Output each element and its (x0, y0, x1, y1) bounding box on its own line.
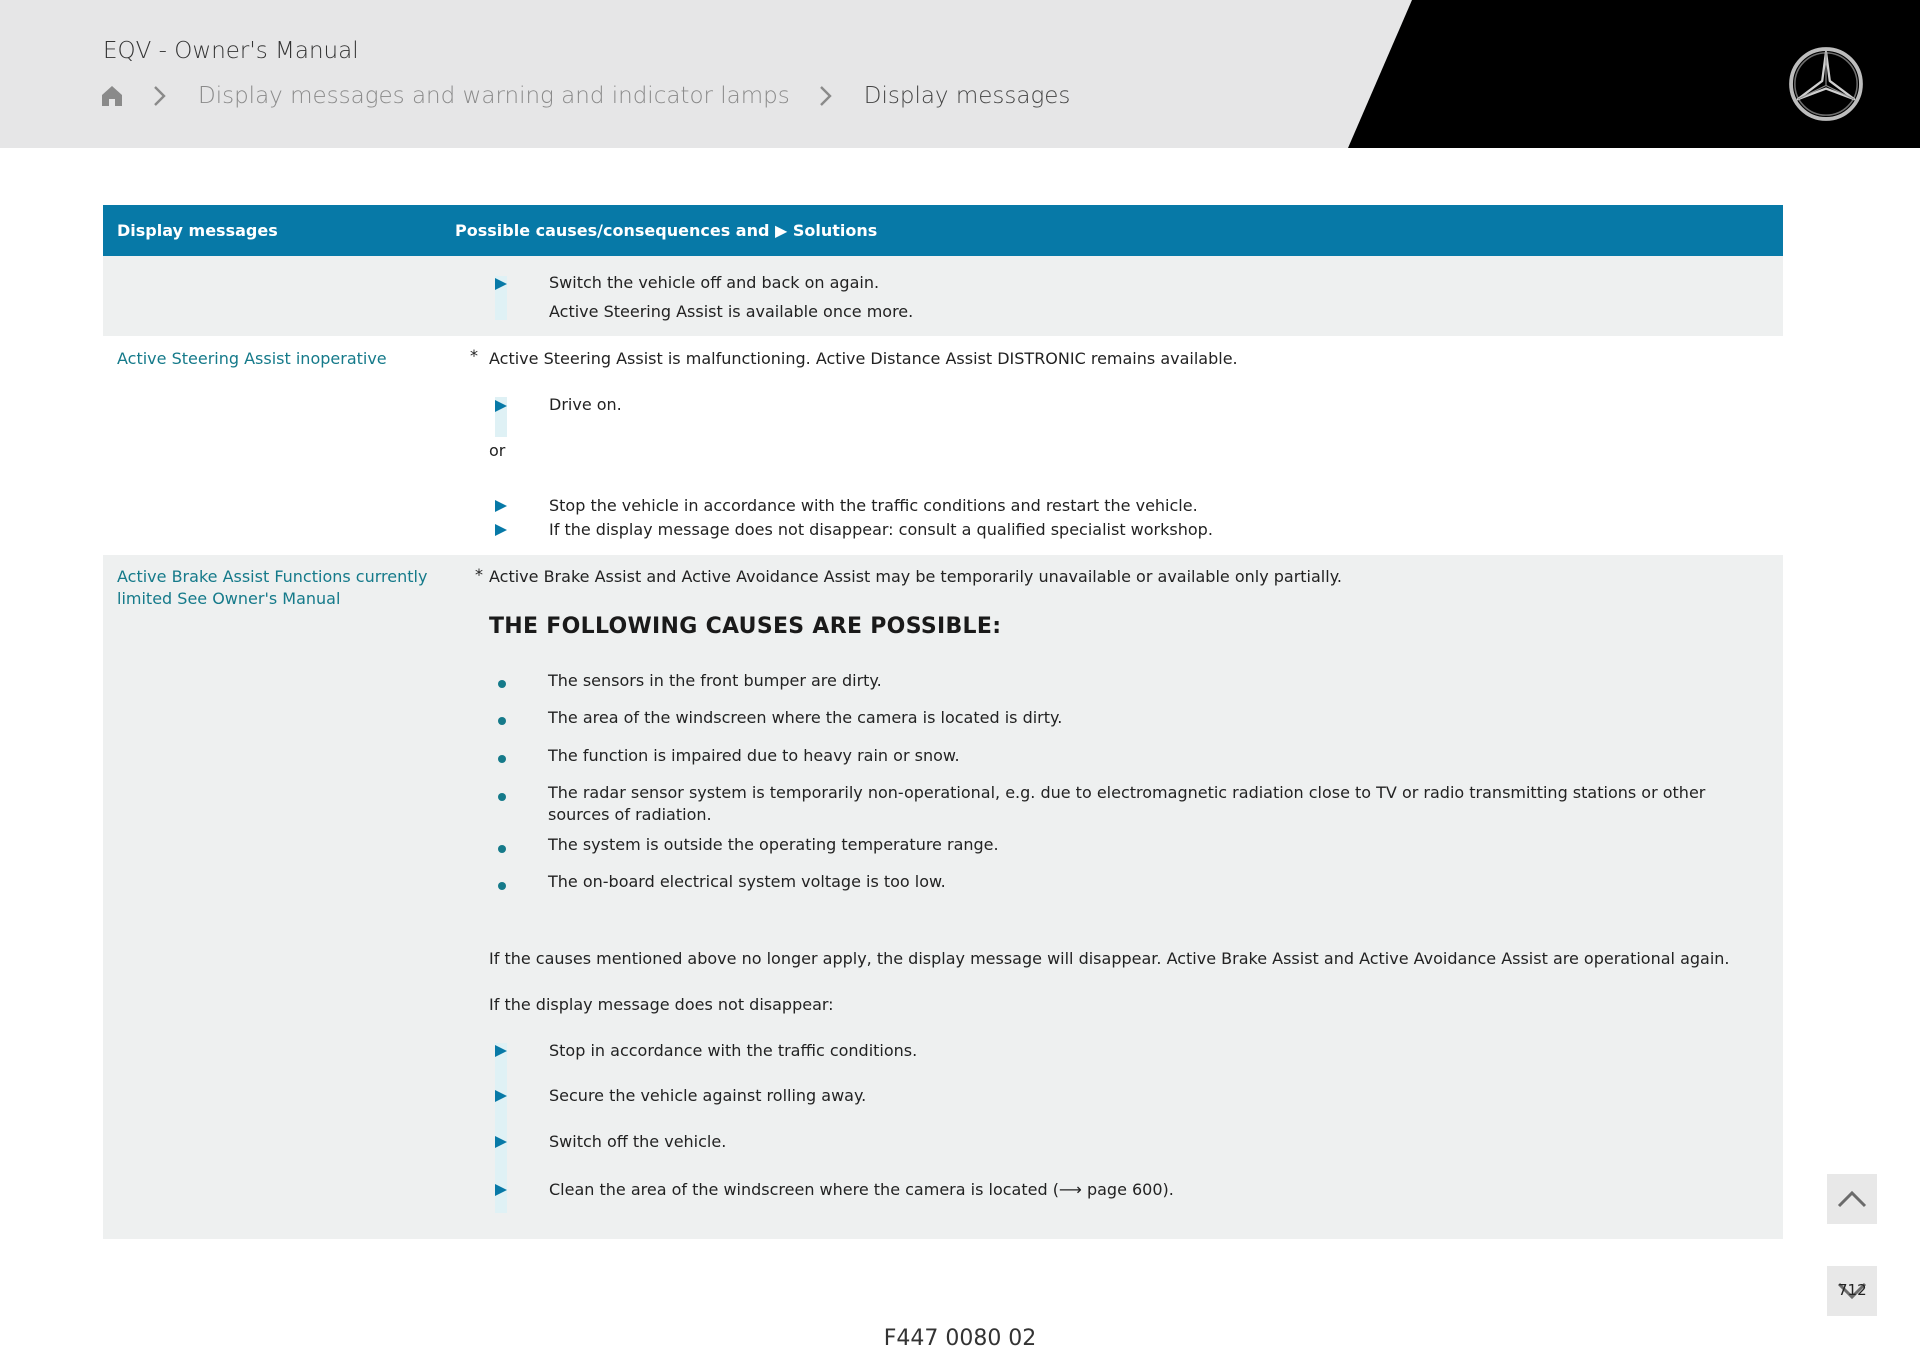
home-icon[interactable] (100, 84, 124, 108)
cause-text: Active Steering Assist is malfunctioning. Active Distance Assist DISTRONIC remains available. (489, 349, 1238, 368)
column-header-display-messages: Display messages (117, 221, 278, 240)
paragraph-text: If the display message does not disappear: (489, 995, 834, 1014)
causes-heading: THE FOLLOWING CAUSES ARE POSSIBLE: (489, 614, 1002, 639)
breadcrumb-item-warning-lamps[interactable]: Display messages and warning and indicator lamps (198, 83, 790, 109)
bullet-icon (498, 755, 506, 763)
step-text: Clean the area of the windscreen where the camera is located (⟶ page 600). (549, 1180, 1174, 1199)
step-arrow-icon (495, 500, 507, 512)
step-text: Switch the vehicle off and back on again. (549, 273, 880, 292)
step-text: Stop the vehicle in accordance with the traffic conditions and restart the vehicle. (549, 496, 1198, 515)
table-header (103, 205, 1783, 256)
step-text: Drive on. (549, 395, 622, 414)
display-message-link[interactable]: Active Steering Assist inoperative (117, 349, 387, 368)
star-logo-icon (1788, 46, 1864, 122)
cause-marker: * (475, 565, 483, 584)
scroll-up-button[interactable] (1827, 1174, 1877, 1224)
step-text: Switch off the vehicle. (549, 1132, 727, 1151)
cause-list-item: The function is impaired due to heavy rain or snow. (548, 746, 960, 765)
footer-code: F447 0080 02 (883, 1326, 1037, 1351)
cause-text: Active Brake Assist and Active Avoidance Assist may be temporarily unavailable or available only partially. (489, 567, 1342, 586)
bullet-icon (498, 680, 506, 688)
chevron-right-icon (818, 84, 834, 108)
bullet-icon (498, 793, 506, 801)
or-text: or (489, 441, 506, 460)
bullet-icon (498, 717, 506, 725)
bullet-icon (498, 845, 506, 853)
cause-list-item: The on-board electrical system voltage is too low. (548, 872, 946, 891)
chevron-right-icon (152, 84, 168, 108)
step-arrow-icon (495, 400, 507, 412)
step-arrow-icon (495, 1136, 507, 1148)
scroll-down-button[interactable] (1827, 1266, 1877, 1316)
breadcrumb-item-current: Display messages (863, 83, 1071, 109)
cause-list-item: The area of the windscreen where the camera is located is dirty. (548, 708, 1063, 727)
display-messages-table (103, 205, 1783, 1239)
step-text: If the display message does not disappear: consult a qualified specialist workshop. (549, 520, 1213, 539)
breadcrumb (100, 80, 1070, 112)
table-row (103, 256, 1783, 336)
chevron-up-icon (1836, 1189, 1868, 1209)
step-arrow-icon (495, 278, 507, 290)
header-black-panel (0, 0, 1920, 148)
step-text: Secure the vehicle against rolling away. (549, 1086, 867, 1105)
step-arrow-icon (495, 1090, 507, 1102)
cause-list-item: The sensors in the front bumper are dirty. (548, 671, 882, 690)
table-row (103, 336, 1783, 555)
step-arrow-icon (495, 1045, 507, 1057)
step-text: Stop in accordance with the traffic conditions. (549, 1041, 918, 1060)
paragraph-text: If the causes mentioned above no longer apply, the display message will disappear. Active Brake Assist and Active Avoidance Assist are operational again. (489, 949, 1730, 968)
display-message-link[interactable]: Active Brake Assist Functions currently limited See Owner's Manual (117, 567, 428, 608)
cause-marker: * (470, 346, 478, 365)
step-arrow-icon (495, 1184, 507, 1196)
page-header (0, 0, 1920, 148)
step-arrow-icon (495, 524, 507, 536)
bullet-icon (498, 882, 506, 890)
step-result-text: Active Steering Assist is available once more. (549, 302, 914, 321)
cause-list-item: The system is outside the operating temperature range. (548, 835, 999, 854)
page-number: 712 (1838, 1281, 1867, 1299)
cause-list-item: The radar sensor system is temporarily non-operational, e.g. due to electromagnetic radiation close to TV or radio transmitting stations or other sources of radiation. (548, 783, 1706, 824)
column-header-causes-solutions: Possible causes/consequences and ▶ Solutions (455, 221, 878, 240)
table-row (103, 555, 1783, 1239)
manual-title: EQV - Owner's Manual (103, 38, 359, 64)
